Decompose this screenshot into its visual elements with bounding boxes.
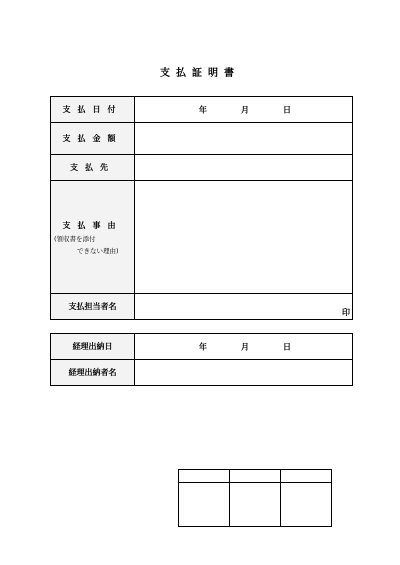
accounting-person-field[interactable] — [135, 360, 353, 386]
payment-date-field[interactable] — [135, 97, 353, 123]
stamp-body-row — [179, 483, 332, 527]
stamp-header-cell — [281, 470, 332, 483]
row-payee — [51, 155, 353, 181]
payment-reason-label-cell — [51, 181, 135, 294]
row-payment-amount — [51, 123, 353, 155]
row-accounting-person — [51, 360, 353, 386]
seal-mark: 印 — [342, 308, 350, 317]
stamp-box[interactable] — [179, 483, 230, 527]
accounting-person-label: 経理出納者名 — [51, 360, 135, 386]
stamp-box[interactable] — [230, 483, 281, 527]
accounting-date-field[interactable] — [135, 334, 353, 360]
row-payment-person — [51, 294, 353, 320]
reason-note-line2: できない理由) — [77, 246, 119, 255]
row-payment-reason — [51, 181, 353, 294]
payment-reason-field[interactable] — [135, 181, 353, 294]
day-label: 日 — [283, 105, 291, 114]
payment-reason-label: 支払事由 — [62, 220, 123, 230]
row-payment-date — [51, 97, 353, 123]
accounting-table — [50, 333, 353, 386]
stamp-header-cell — [230, 470, 281, 483]
payment-person-label: 支払担当者名 — [51, 294, 135, 320]
year-label: 年 — [199, 105, 207, 114]
payment-person-field[interactable] — [135, 294, 353, 320]
payment-amount-field[interactable] — [135, 123, 353, 155]
stamp-header-cell — [179, 470, 230, 483]
document-title: 支払証明書 — [160, 68, 240, 79]
payment-date-label: 支払日付 — [51, 97, 135, 123]
month-label: 月 — [241, 342, 249, 351]
year-label: 年 — [199, 342, 207, 351]
accounting-date-label: 経理出納日 — [51, 334, 135, 360]
payee-label: 支払先 — [51, 155, 135, 181]
payee-field[interactable] — [135, 155, 353, 181]
approval-stamp-table — [178, 469, 332, 527]
payment-amount-label: 支払金額 — [51, 123, 135, 155]
row-accounting-date — [51, 334, 353, 360]
day-label: 日 — [283, 342, 291, 351]
stamp-header-row — [179, 470, 332, 483]
payment-info-table — [50, 96, 353, 320]
reason-note-line1: (領収書を添付 — [54, 234, 96, 243]
month-label: 月 — [241, 105, 249, 114]
stamp-box[interactable] — [281, 483, 332, 527]
